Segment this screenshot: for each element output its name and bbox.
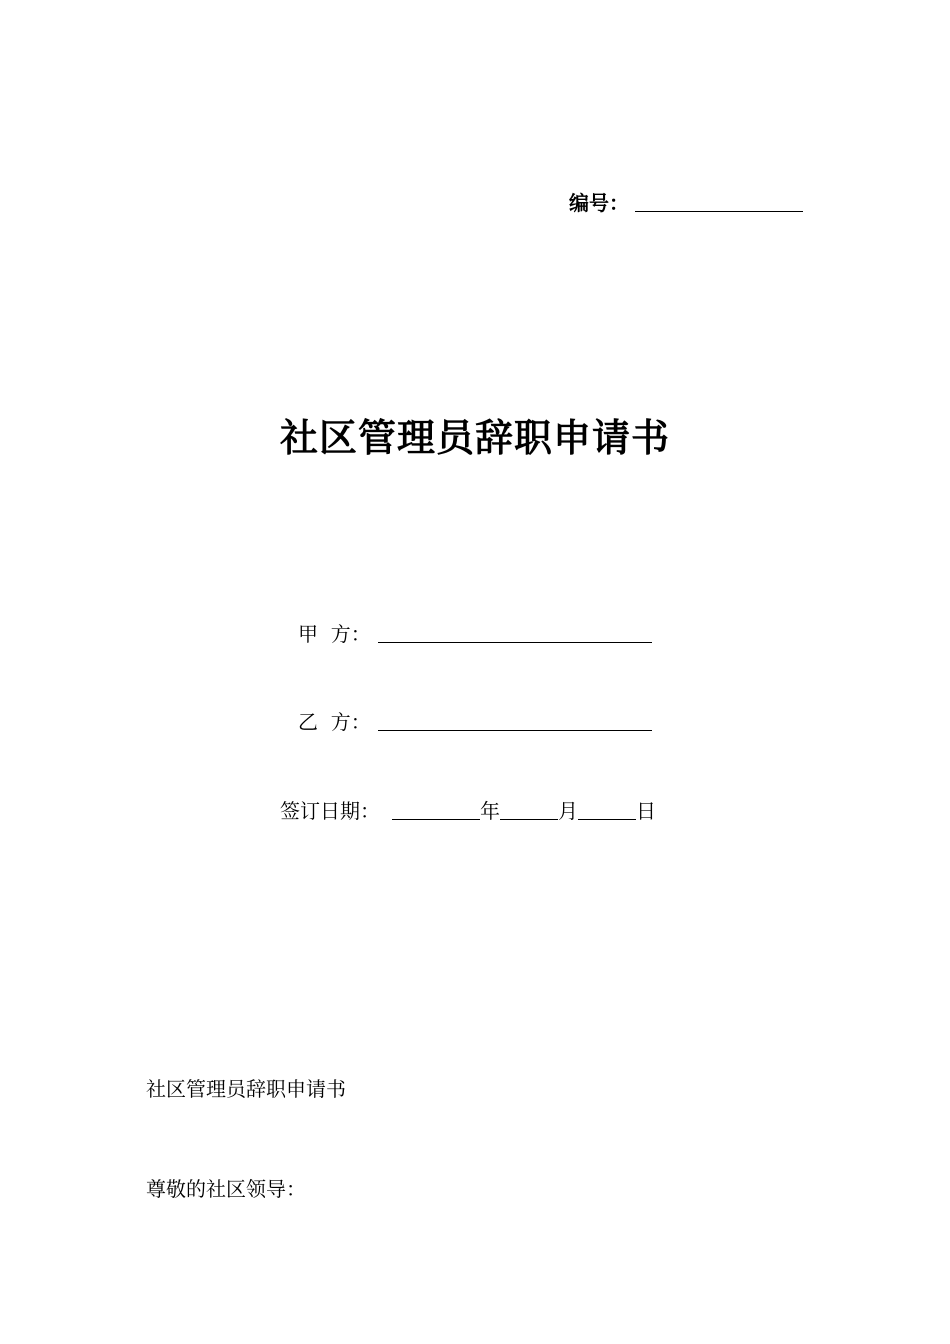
party-a-row <box>298 619 652 649</box>
day-blank <box>578 799 636 820</box>
party-a-label: 甲 方： <box>298 622 371 646</box>
month-label: 月 <box>558 799 578 823</box>
party-b-row <box>298 707 652 737</box>
body-salutation: 尊敬的社区领导： <box>146 1177 306 1201</box>
signing-date-label: 签订日期： <box>280 799 380 823</box>
document-number-label: 编号： <box>569 191 629 215</box>
year-blank <box>392 799 480 820</box>
day-label: 日 <box>636 799 656 823</box>
signing-date-row <box>280 796 656 826</box>
party-a-blank <box>378 622 652 643</box>
year-label: 年 <box>480 799 500 823</box>
party-b-label: 乙 方： <box>298 710 371 734</box>
document-number <box>569 188 803 218</box>
page-title: 社区管理员辞职申请书 <box>279 416 670 460</box>
month-blank <box>500 799 558 820</box>
document-number-blank <box>635 191 803 212</box>
body-heading: 社区管理员辞职申请书 <box>146 1077 346 1101</box>
party-b-blank <box>378 710 652 731</box>
